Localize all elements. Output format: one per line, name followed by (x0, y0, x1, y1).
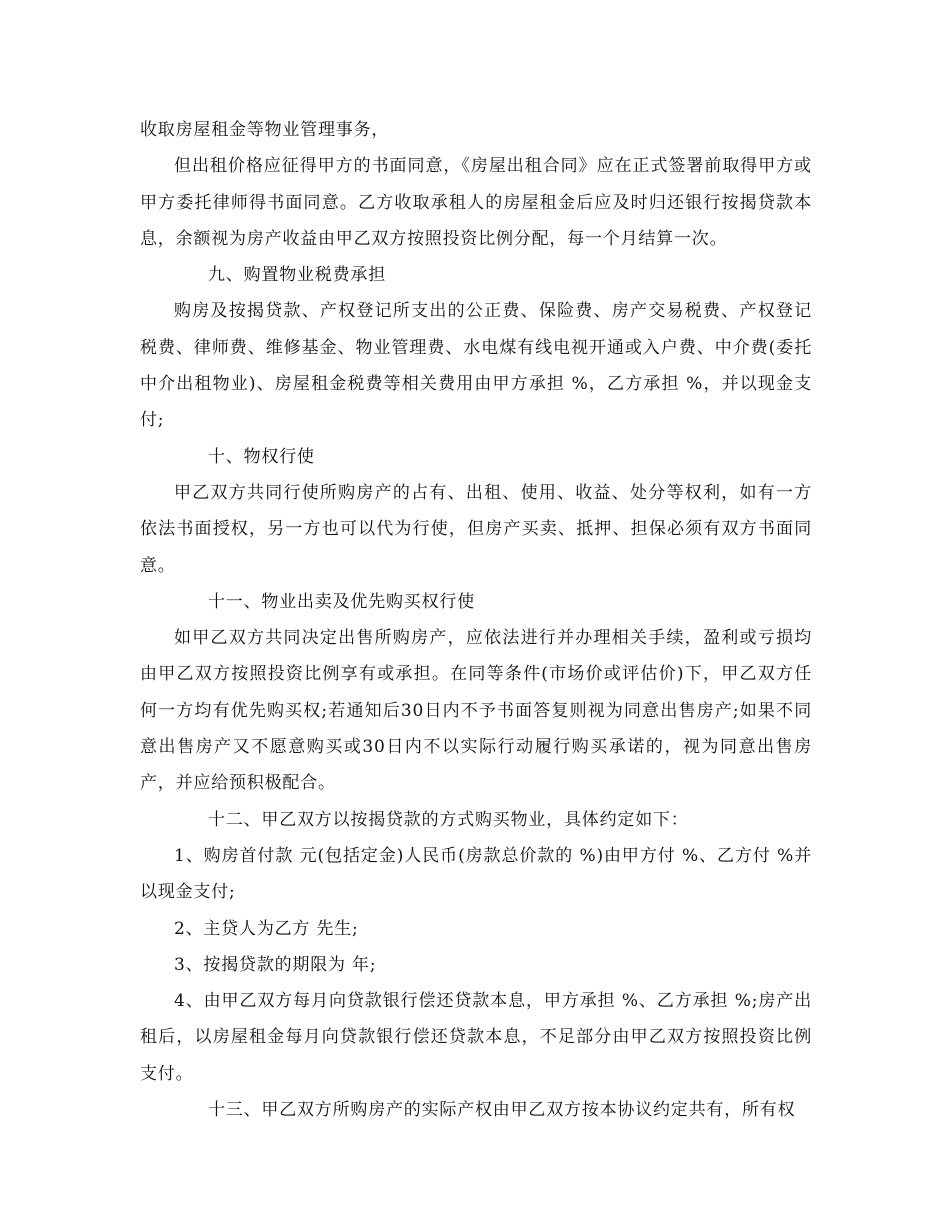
section-number: 十三、 (208, 1100, 262, 1121)
paragraph: 收取房屋租金等物业管理事务， (140, 120, 390, 140)
section-title: 物业出卖及优先购买权行使 (261, 591, 476, 612)
paragraph: 但出租价格应征得甲方的书面同意，《房屋出租合同》应在正式签署前取得甲方或甲方委托律师得书面同意。乙方收取承租人的房屋租金后应及时归还银行按揭贷款本息，余额视为房产收益由甲乙双方按照投资比例分配，每一个月结算一次。 (140, 156, 812, 249)
section-number: 十一、 (208, 591, 262, 612)
document-body (140, 112, 812, 1128)
section-title: 甲乙双方所购房产的实际产权由甲乙双方按本协议约定共有，所有权 (261, 1100, 796, 1121)
paragraph: 如甲乙双方共同决定出售所购房产，应依法进行并办理相关手续，盈利或亏损均由甲乙双方按照投资比例享有或承担。在同等条件(市场价或评估价)下，甲乙双方任何一方均有优先购买权;若通知后30日内不予书面答复则视为同意出售房产;如果不同意出售房产又不愿意购买或30日内不以实际行动履行购买承诺的，视为同意出售房产，并应给预积极配合。 (140, 628, 812, 794)
paragraph: 1、购房首付款 元(包括定金)人民币(房款总价款的 %)由甲方付 %、乙方付 %并以现金支付; (140, 845, 812, 903)
section-heading (140, 584, 812, 620)
section-title: 甲乙双方以按揭贷款的方式购买物业，具体约定如下： (261, 809, 689, 830)
section-title: 购置物业税费承担 (243, 265, 387, 286)
section-number: 十二、 (208, 809, 262, 830)
section-heading (140, 439, 812, 475)
paragraph: 4、由甲乙双方每月向贷款银行偿还贷款本息，甲方承担 %、乙方承担 %;房产出租后，以房屋租金每月向贷款银行偿还贷款本息，不足部分由甲乙双方按照投资比例支付。 (140, 991, 812, 1084)
section-heading (140, 257, 812, 293)
section-heading (140, 802, 812, 838)
section-title: 物权行使 (243, 446, 315, 467)
paragraph: 3、按揭贷款的期限为 年; (174, 954, 377, 975)
section-number: 九、 (208, 265, 244, 286)
paragraph: 购房及按揭贷款、产权登记所支出的公正费、保险费、房产交易税费、产权登记税费、律师费、维修基金、物业管理费、水电煤有线电视开通或入户费、中介费(委托中介出租物业)、房屋租金税费等相关费用由甲方承担 %，乙方承担 %，并以现金支付; (140, 301, 812, 431)
section-number: 十、 (208, 446, 244, 467)
paragraph: 2、主贷人为乙方 先生; (174, 918, 359, 939)
section-heading (140, 1092, 812, 1128)
paragraph: 甲乙双方共同行使所购房产的占有、出租、使用、收益、处分等权利，如有一方依法书面授权，另一方也可以代为行使，但房产买卖、抵押、担保必须有双方书面同意。 (140, 482, 812, 576)
